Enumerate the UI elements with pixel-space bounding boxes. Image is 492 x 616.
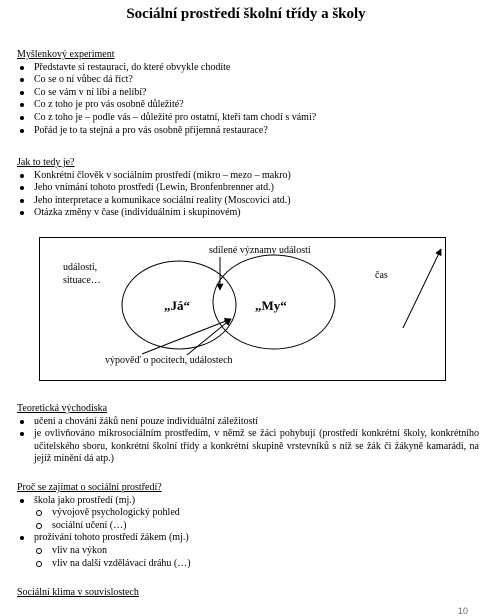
- list-item: škola jako prostředí (mj.): [17, 495, 479, 508]
- list-item: Jeho interpretace a komunikace sociální reality (Moscovici atd.): [17, 195, 479, 208]
- list-item: Otázka změny v čase (individuálním i skupinovém): [17, 207, 479, 220]
- section-theoretical-basis: [17, 403, 479, 466]
- label-testimony: výpověď o pocitech, událostech: [105, 355, 233, 366]
- section-heading: Jak to tedy je?: [17, 157, 75, 168]
- list-item: Jeho vnímání tohoto prostředí (Lewin, Bronfenbrenner atd.): [17, 182, 479, 195]
- diagram-frame: [40, 238, 446, 381]
- bullet-list: [17, 495, 479, 508]
- label-events-line1: události,: [63, 262, 98, 273]
- label-time: čas: [375, 270, 388, 281]
- list-item: Co se o ní vůbec dá říct?: [17, 74, 479, 87]
- label-ja: „Já“: [164, 298, 190, 313]
- list-item: Co z toho je pro vás osobně důležité?: [17, 99, 479, 112]
- section-heading: Myšlenkový experiment: [17, 49, 115, 60]
- testimony-arrow-right: [187, 319, 231, 355]
- list-item: učení a chování žáků není pouze individuální záležitostí: [17, 416, 479, 429]
- section-social-climate: [17, 587, 479, 600]
- label-shared-meanings: sdílené významy události: [209, 245, 311, 256]
- sub-list-item: vývojově psychologický pohled: [17, 507, 479, 520]
- sub-list: [17, 507, 479, 532]
- section-heading: Sociální klima v souvislostech: [17, 587, 139, 598]
- sub-list-item: sociální učení (…): [17, 520, 479, 533]
- section-thought-experiment: [17, 49, 479, 137]
- sub-list-item: vliv na výkon: [17, 545, 479, 558]
- list-item: je ovlivňováno mikrosociálním prostředím, v němž se žáci pohybují (prostředí konkrétní školy, konkrétního učitelského sboru, konkrétní školní třídy a konkrétní skupině vrstevníků s níž se žák či žákyně kamarádí, na jejíž mínění dá atp.): [17, 428, 479, 466]
- sub-list: [17, 545, 479, 570]
- time-arrow: [403, 249, 441, 328]
- list-item: prožívání tohoto prostředí žákem (mj.): [17, 532, 479, 545]
- list-item: Konkrétní člověk v sociálním prostředí (mikro – mezo – makro): [17, 170, 479, 183]
- section-why-care: [17, 482, 479, 570]
- section-how-it-is: [17, 157, 479, 220]
- bullet-list: [17, 416, 479, 466]
- bullet-list: [17, 532, 479, 545]
- page-title: Sociální prostředí školní třídy a školy: [126, 6, 366, 22]
- sub-list-item: vliv na další vzdělávací dráhu (…): [17, 558, 479, 571]
- label-my: „My“: [255, 298, 287, 313]
- section-heading: Teoretická východiska: [17, 403, 108, 414]
- list-item: Co se vám v ní líbí a nelíbí?: [17, 87, 479, 100]
- section-heading: Proč se zajímat o sociální prostředí?: [17, 482, 162, 493]
- list-item: Představte si restauraci, do které obvykle chodíte: [17, 62, 479, 75]
- page-number: 10: [457, 606, 468, 616]
- ja-my-diagram: [39, 237, 446, 381]
- label-events-line2: situace…: [63, 275, 101, 286]
- list-item: Pořád je to ta stejná a pro vás osobně příjemná restaurace?: [17, 125, 479, 138]
- list-item: Co z toho je – podle vás – důležité pro ostatní, kteří tam chodí s vámi?: [17, 112, 479, 125]
- bullet-list: [17, 62, 479, 138]
- bullet-list: [17, 170, 479, 220]
